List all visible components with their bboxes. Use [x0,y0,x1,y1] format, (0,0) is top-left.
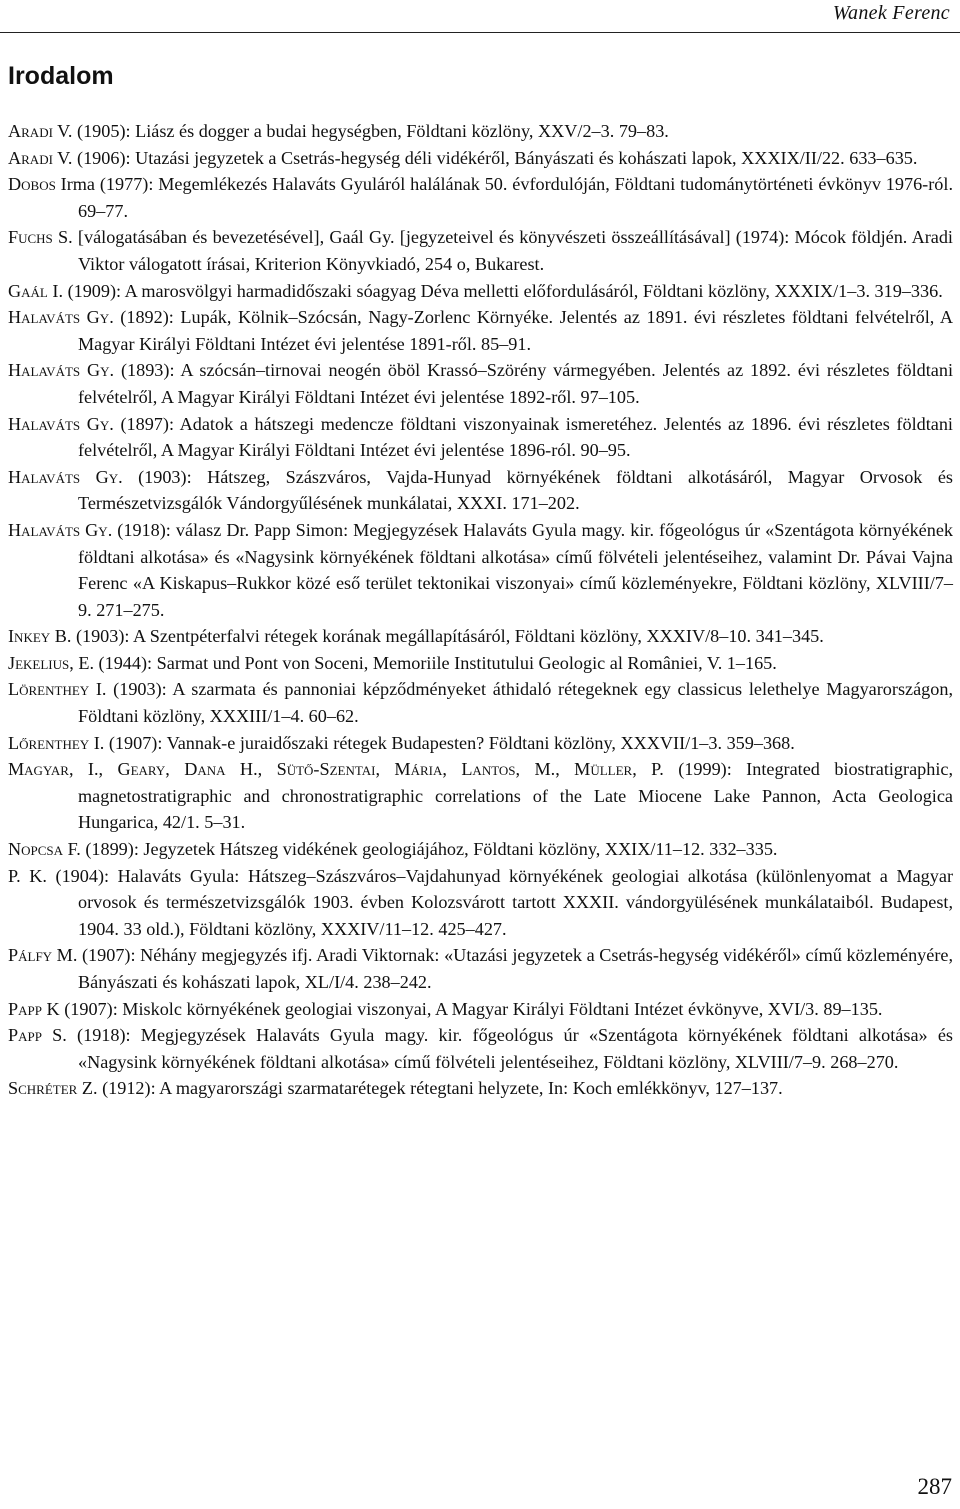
reference-text: (1907): Néhány megjegyzés ifj. Aradi Viktornak: «Utazási jegyzetek a Csetrás-hegység vidékéről» című közleményére, Bányászati és kohászati lapok, XL/I/4. 238–242. [77,945,953,992]
reference-entry [8,278,953,305]
reference-entry [8,1022,953,1075]
reference-text: (1892): Lupák, Kölnik–Szócsán, Nagy-Zorlenc Környéke. Jelentés az 1891. évi részletes földtani felvételről, A Magyar Királyi Földtani Intézet évi jelentése 1891-ről. 85–91. [78,307,953,354]
reference-text: (1907): Miskolc környékének geologiai viszonyai, A Magyar Királyi Földtani Intézet évkönyve, XVI/3. 89–135. [59,998,883,1019]
running-head: Wanek Ferenc [832,2,950,24]
reference-author: Halaváts Gy. [8,360,115,381]
reference-author: Dobos [8,174,56,195]
reference-author: Nopcsa F. [8,839,81,860]
page-number: 287 [917,1474,952,1499]
reference-text: (1907): Vannak-e juraidőszaki rétegek Budapesten? Földtani közlöny, XXXVII/1–3. 359–368. [104,732,795,753]
reference-author: Papp K [8,998,60,1019]
reference-entry [8,996,953,1023]
reference-author: Jekelius, E. [8,652,94,673]
reference-text: (1903): Hátszeg, Szászváros, Vajda-Hunyad környékének földtani alkotásáról, Magyar Orvosok és Természetvizsgálók Vándorgyűlésének munkálatai, XXXI. 171–202. [78,466,953,514]
reference-entry [8,836,953,863]
reference-entry [8,224,953,277]
reference-entry [8,304,953,357]
reference-text: Irma (1977): Megemlékezés Halaváts Gyuláról halálának 50. évfordulóján, Földtani tudománytörténeti évkönyv 1976-ról. 69–77. [55,174,953,221]
reference-author: Aradi V. [8,121,73,141]
reference-author: Papp S. [8,1025,67,1046]
reference-text: (1893): A szócsán–tirnovai neogén öböl Krassó–Szörény vármegyében. Jelentés az 1892. évi részletes földtani felvételről, A Magyar Királyi Földtani Intézet évi jelentése 1892-ről. 97–105. [78,360,953,407]
reference-entry [8,650,953,677]
reference-text: (1912): A magyarországi szarmatarétegek rétegtani helyzete, In: Koch emlékkönyv, 127–137. [97,1078,783,1099]
reference-author: Pálfy M. [8,945,78,966]
reference-author: Halaváts Gy. [8,413,114,434]
reference-author: P. K. [8,865,47,886]
reference-author: Aradi V. [8,147,73,168]
header-rule [0,32,960,33]
reference-entry [8,145,953,172]
reference-text: [válogatásában és bevezetésével], Gaál Gy. [jegyzeteivel és könyvészeti összeállításával] (1974): Mócok földjén. Aradi Viktor válogatott írásai, Kriterion Könyvkiadó, 254 o, Bukarest. [72,227,953,274]
reference-author: Magyar, I., Geary, Dana H., Sütő-Szentai, Mária, Lantos, M., Müller, P. [8,759,664,780]
reference-author: Halaváts Gy. [8,519,113,540]
reference-author: Halaváts Gy. [8,307,114,328]
reference-text: (1897): Adatok a hátszegi medencze földtani viszonyainak ismeretéhez. Jelentés az 1896. évi részletes földtani felvételről, A Magyar Királyi Földtani Intézet évi jelentése 1896-ról. 90–95. [78,413,953,461]
reference-list [8,118,953,1102]
reference-text: (1903): A szarmata és pannoniai képződményeket áthidaló rétegeknek egy classicus lelethelye Magyarországon, Földtani közlöny, XXXIII/1–4. 60–62. [78,679,953,727]
reference-entry [8,1075,953,1102]
reference-author: Schréter Z. [8,1078,98,1099]
reference-text: (1906): Utazási jegyzetek a Csetrás-hegység déli vidékéről, Bányászati és kohászati lapok, XXXIX/II/22. 633–635. [72,147,918,168]
reference-text: (1918): Megjegyzések Halaváts Gyula magy. kir. főgeológus úr «Szentágota környékének földtani alkotása» és «Nagysink környékének földtani alkotása» című fölvételi jelentéseihez, Földtani közlöny, XLVIII/7–9. 268–270. [66,1025,953,1072]
reference-entry [8,517,953,623]
reference-entry [8,464,953,517]
reference-text: (1918): válasz Dr. Papp Simon: Megjegyzések Halaváts Gyula magy. kir. főgeológus úr «Szentágota környékének földtani alkotása» és «Nagysink környékének földtani alkotása» című fölvételi jelentéseihez, valamint Dr. Pávai Vajna Ferenc «A Kiskapus–Rukkor közé eső terület tektonikai viszonyai» című közleményekre, Földtani közlöny, XLVIII/7–9. 271–275. [78,519,953,620]
reference-text: (1904): Halaváts Gyula: Hátszeg–Szászváros–Vajdahunyad környékének geologiai alkotása (különlenyomat a Magyar orvosok és természetvizsgálók 1903. évben Kolozsvárott tartott XXXII. vándorgyülésének munkálataiból. Budapest, 1904. 33 old.), Földtani közlöny, XXXIV/11–12. 425–427. [46,865,954,939]
reference-author: Halaváts Gy. [8,466,123,487]
reference-author: Lőrenthey I. [8,732,105,753]
reference-author: Lörenthey I. [8,679,107,700]
reference-text: (1903): A Szentpéterfalvi rétegek korának megállapításáról, Földtani közlöny, XXXIV/8–10. 341–345. [71,626,824,647]
reference-entry [8,118,953,145]
reference-entry [8,863,953,943]
reference-author: Fuchs S. [8,227,73,248]
reference-entry [8,411,953,464]
reference-text: (1905): Liász és dogger a budai hegységben, Földtani közlöny, XXV/2–3. 79–83. [72,121,669,141]
reference-entry [8,730,953,757]
reference-text: (1899): Jegyzetek Hátszeg vidékének geologiájához, Földtani közlöny, XXIX/11–12. 332–335. [80,839,778,860]
reference-text: (1999): Integrated biostratigraphic, magnetostratigraphic and chronostratigraphic correlations of the Late Miocene Lake Pannon, Acta Geologica Hungarica, 42/1. 5–31. [78,759,954,833]
reference-entry [8,357,953,410]
reference-entry [8,171,953,224]
reference-author: Inkey B. [8,626,72,647]
section-title: Irodalom [8,62,114,90]
reference-entry [8,756,953,836]
reference-text: (1944): Sarmat und Pont von Soceni, Memoriile Institutului Geologic al României, V. 1–165. [94,652,777,673]
reference-entry [8,623,953,650]
reference-author: Gaál I. [8,280,64,301]
reference-text: (1909): A marosvölgyi harmadidőszaki sóagyag Déva melletti előfordulásáról, Földtani közlöny, XXXIX/1–3. 319–336. [63,280,943,301]
reference-entry [8,942,953,995]
reference-entry [8,676,953,729]
